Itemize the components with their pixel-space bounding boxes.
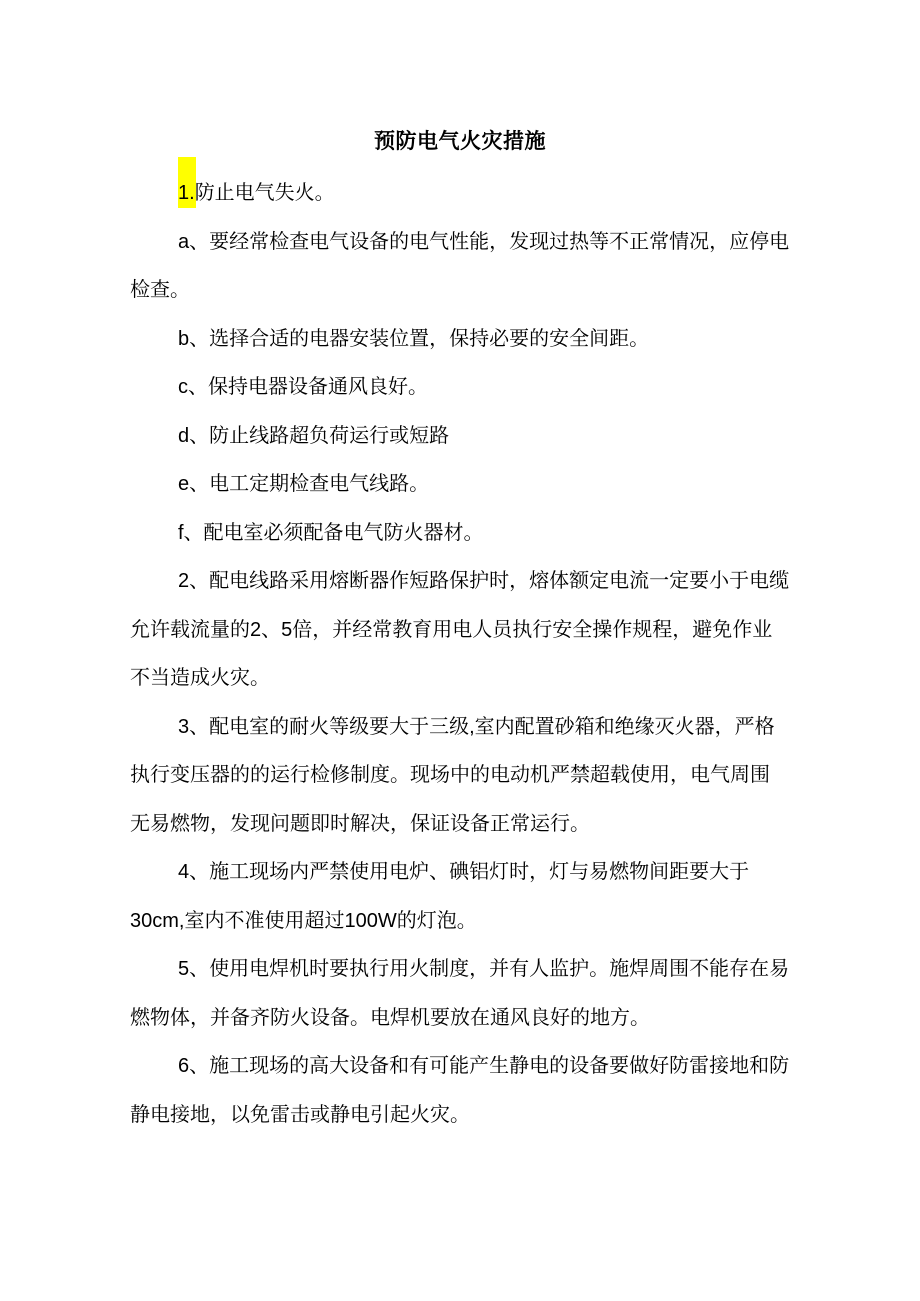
document-body — [130, 169, 788, 1139]
text-line: 静电接地，以免雷击或静电引起火灾。 — [130, 1103, 470, 1126]
text-line: b、选择合适的电器安装位置，保持必要的安全间距。 — [178, 327, 650, 350]
text-line: 6、施工现场的高大设备和有可能产生静电的设备要做好防雷接地和防 — [178, 1055, 790, 1077]
text-line: 燃物体，并备齐防火设备。电焊机要放在通风良好的地方。 — [130, 1006, 650, 1029]
text-line: 无易燃物，发现问题即时解决，保证设备正常运行。 — [130, 812, 590, 835]
text-line: 允许载流量的2、5倍，并经常教育用电人员执行安全操作规程，避免作业 — [130, 618, 773, 641]
text-line: d、防止线路超负荷运行或短路 — [178, 424, 450, 447]
text-line: 1.防止电气失火。 — [178, 182, 335, 204]
text-line: c、保持电器设备通风良好。 — [178, 376, 428, 398]
highlighted-text: 1. — [178, 182, 195, 204]
text-line: 执行变压器的的运行检修制度。现场中的电动机严禁超载使用，电气周围 — [130, 764, 770, 786]
text-line: 30cm,室内不准使用超过100W的灯泡。 — [130, 909, 477, 932]
text-line: a、要经常检查电气设备的电气性能，发现过热等不正常情况，应停电 — [178, 230, 790, 253]
document-title: 预防电气火灾措施 — [374, 130, 546, 153]
text-line: 检查。 — [130, 279, 190, 301]
text-line: 5、使用电焊机时要执行用火制度，并有人监护。施焊周围不能存在易 — [178, 958, 790, 980]
text-line: 不当造成火灾。 — [130, 667, 270, 689]
text-line: e、电工定期检查电气线路。 — [178, 473, 430, 495]
text-line: 3、配电室的耐火等级要大于三级,室内配置砂箱和绝缘灭火器，严格 — [178, 715, 775, 738]
text-line: 4、施工现场内严禁使用电炉、碘铝灯时，灯与易燃物间距要大于 — [178, 861, 750, 883]
text-line: 2、配电线路采用熔断器作短路保护时，熔体额定电流一定要小于电缆 — [178, 570, 790, 592]
text-line: f、配电室必须配备电气防火器材。 — [178, 521, 484, 544]
